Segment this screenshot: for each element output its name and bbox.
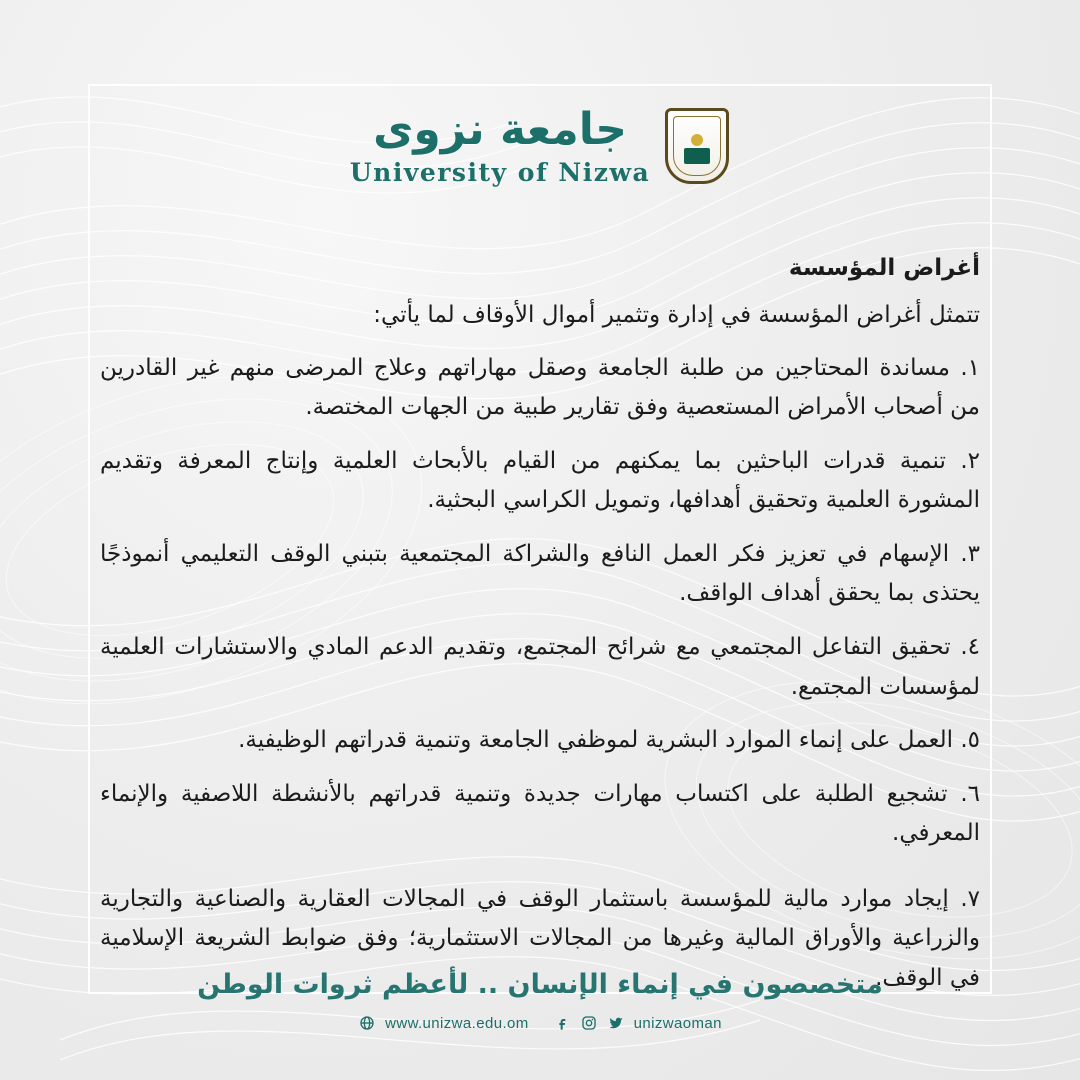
twitter-icon[interactable] [607,1014,625,1032]
list-item: ٦. تشجيع الطلبة على اكتساب مهارات جديدة وتنمية قدراتهم بالأنشطة اللاصفية والإنماء المعرفي. [100,780,980,847]
footer-tagline: متخصصون في إنماء الإنسان .. لأعظم ثروات الوطن [197,969,883,1000]
list-item: ١. مساندة المحتاجين من طلبة الجامعة وصقل مهاراتهم وعلاج المرضى منهم غير القادرين من أصحاب الأمراض المستعصية وفق تقارير طبية من الجهات المختصة. [100,354,980,421]
list-item: ٧. إيجاد موارد مالية للمؤسسة باستثمار الوقف في المجالات العقارية والصناعية والتجارية والزراعية والأوراق المالية وغيرها من المجالات الاستثمارية؛ وفق ضوابط الشريعة الإسلامية في الوقف. [100,885,980,991]
website-url[interactable]: www.unizwa.edu.om [385,1014,529,1032]
list-item: ٢. تنمية قدرات الباحثين بما يمكنهم من القيام بالأبحاث العلمية وإنتاج المعرفة وتقديم المشورة العلمية وتحقيق أهدافها، وتمويل الكراسي البحثية. [100,447,980,514]
university-crest-icon [664,104,730,188]
facebook-icon[interactable] [553,1014,571,1032]
list-item: ٤. تحقيق التفاعل المجتمعي مع شرائح المجتمع، وتقديم الدعم المادي والاستشارات العلمية لمؤسسات المجتمع. [100,634,980,700]
instagram-icon[interactable] [580,1014,598,1032]
intro-paragraph: تتمثل أغراض المؤسسة في إدارة وتثمير أموال الأوقاف لما يأتي: [373,301,980,328]
university-logo [350,104,730,188]
footer-social-row [358,1014,722,1032]
list-item: ٥. العمل على إنماء الموارد البشرية لموظفي الجامعة وتنمية قدراتهم الوظيفية. [238,727,980,754]
purposes-list [100,349,980,999]
logo-arabic-text: جامعة نزوى [373,103,627,155]
document-body [100,250,980,1012]
footer [0,969,1080,1032]
globe-icon [358,1014,376,1032]
logo-latin-text: University of Nizwa [349,157,651,187]
logo-wordmark [349,103,651,187]
page-title: أغراض المؤسسة [788,255,980,281]
social-handle[interactable]: unizwaoman [633,1014,722,1032]
list-item: ٣. الإسهام في تعزيز فكر العمل النافع والشراكة المجتمعية بتبني الوقف التعليمي أنموذجًا يحتذى بما يحقق أهداف الواقف. [100,540,980,607]
